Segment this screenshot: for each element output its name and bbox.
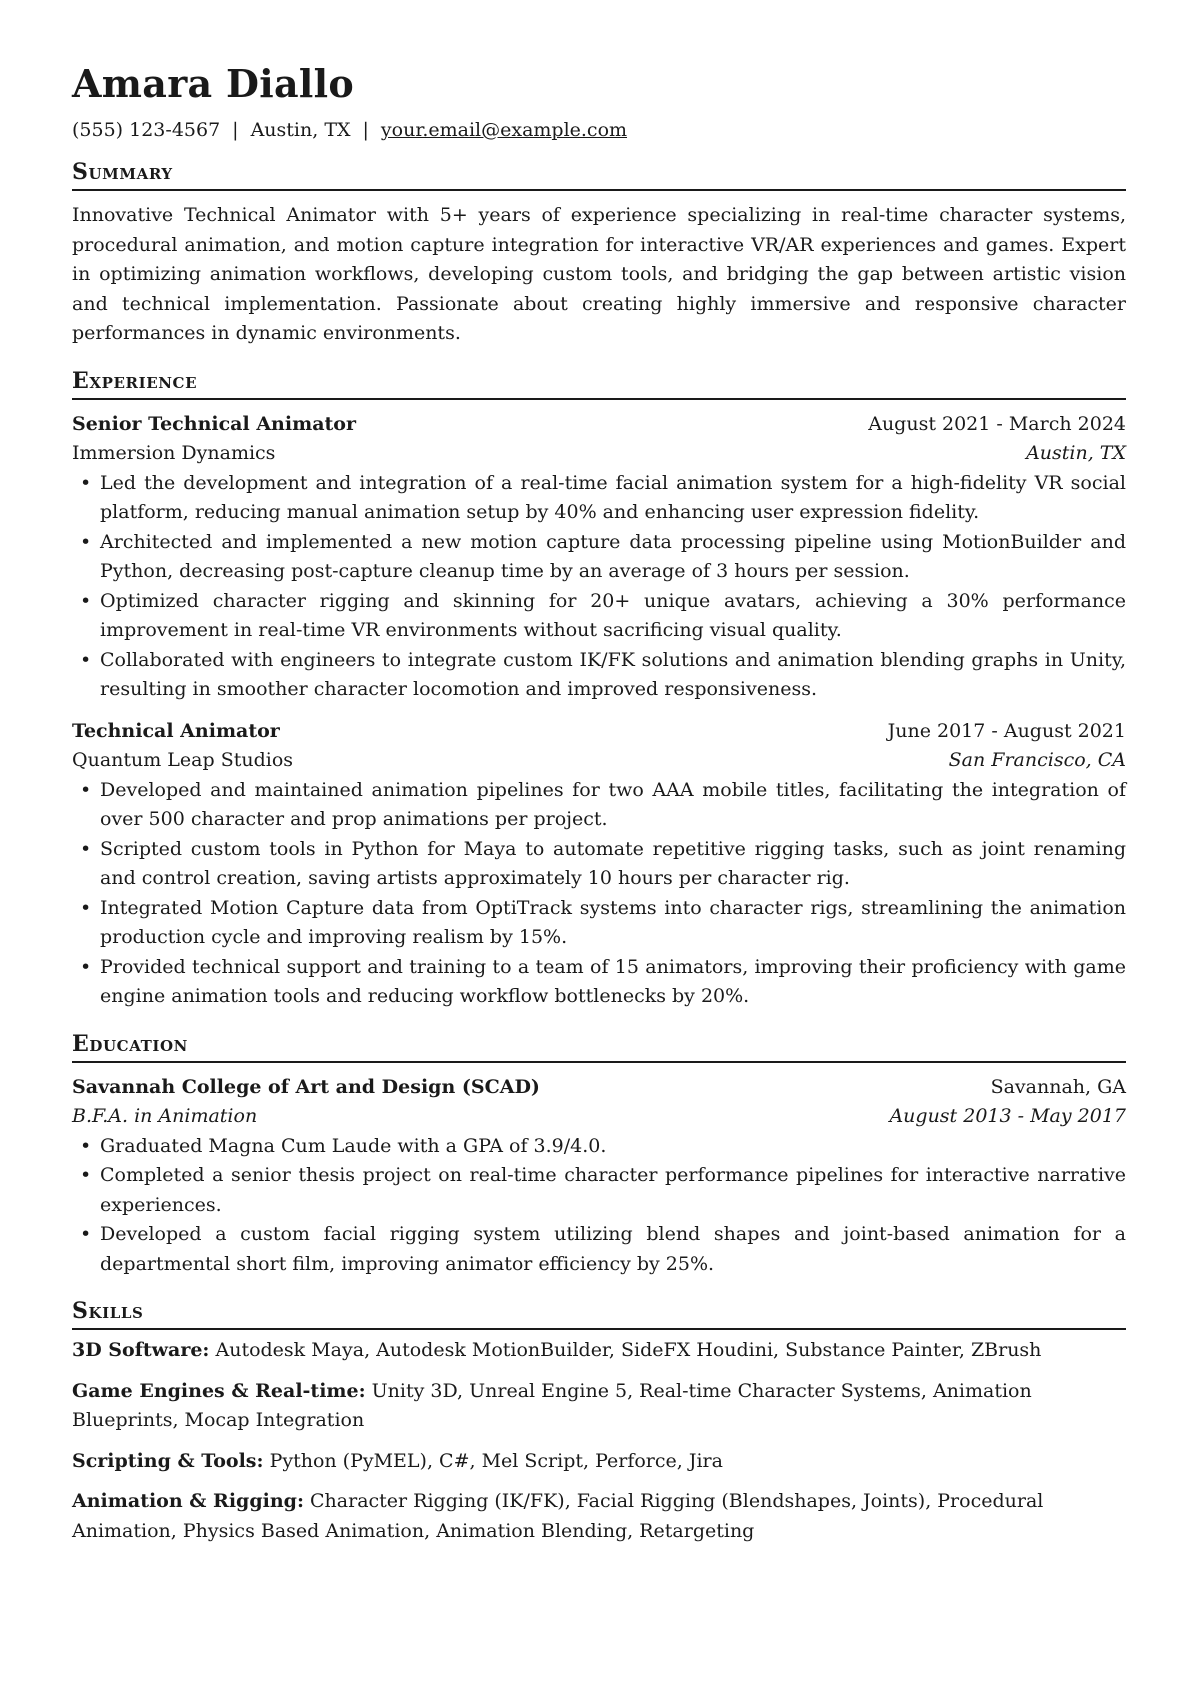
job-dates: June 2017 - August 2021 xyxy=(887,719,1126,742)
job-entry xyxy=(72,717,1126,1012)
bullet-icon: • xyxy=(80,530,92,553)
job-company: Quantum Leap Studios xyxy=(72,749,294,771)
list-item xyxy=(72,469,1126,528)
bullet-text: Led the development and integration of a real-time facial animation system for a high-fidelity VR social platform, reducing manual animation setup by 40% and enhancing user expression fidelity. xyxy=(100,471,1126,523)
job-company: Immersion Dynamics xyxy=(72,442,276,464)
bullet-text: Architected and implemented a new motion capture data processing pipeline using MotionBuilder and Python, decreasing post-capture cleanup time by an average of 3 hours per session. xyxy=(100,530,1126,582)
list-item xyxy=(72,953,1126,1012)
skill-values: Unity 3D, Unreal Engine 5, Real-time Character Systems, Animation Blueprints, Mocap Integration xyxy=(72,1379,1032,1431)
list-item xyxy=(72,894,1126,953)
bullet-text: Graduated Magna Cum Laude with a GPA of 3.9/4.0. xyxy=(100,1134,607,1157)
list-item xyxy=(72,1161,1126,1220)
section-title-summary: Summary xyxy=(72,158,1126,191)
job-header-row xyxy=(72,410,1126,440)
bullet-icon: • xyxy=(80,589,92,612)
bullet-text: Developed and maintained animation pipelines for two AAA mobile titles, facilitating the integration of over 500 character and prop animations per project. xyxy=(100,778,1126,830)
skill-row xyxy=(72,1447,1126,1477)
list-item xyxy=(72,776,1126,835)
list-item xyxy=(72,1220,1126,1279)
bullet-text: Completed a senior thesis project on real-time character performance pipelines for interactive narrative experiences. xyxy=(100,1164,1126,1216)
education-dates: August 2013 - May 2017 xyxy=(889,1105,1126,1127)
contact-separator: | xyxy=(232,119,239,141)
skill-row xyxy=(72,1487,1126,1546)
skill-row xyxy=(72,1377,1126,1436)
school-name: Savannah College of Art and Design (SCAD) xyxy=(72,1075,540,1098)
bullet-text: Developed a custom facial rigging system utilizing blend shapes and joint-based animation for a departmental short film, improving animator efficiency by 25%. xyxy=(100,1223,1126,1275)
degree: B.F.A. in Animation xyxy=(72,1105,258,1127)
job-location: Austin, TX xyxy=(1026,442,1126,464)
education-bullets xyxy=(72,1132,1126,1280)
job-bullets xyxy=(72,776,1126,1012)
section-title-education: Education xyxy=(72,1030,1126,1063)
bullet-icon: • xyxy=(80,896,92,919)
contact-separator: | xyxy=(362,119,369,141)
bullet-text: Optimized character rigging and skinning for 20+ unique avatars, achieving a 30% performance improvement in real-time VR environments without sacrificing visual quality. xyxy=(100,589,1126,641)
list-item xyxy=(72,528,1126,587)
skill-category: Game Engines & Real-time: xyxy=(72,1379,366,1402)
job-dates: August 2021 - March 2024 xyxy=(868,412,1126,435)
job-header-row xyxy=(72,717,1126,747)
skill-row xyxy=(72,1336,1126,1366)
bullet-icon: • xyxy=(80,648,92,671)
bullet-icon: • xyxy=(80,837,92,860)
skill-values: Character Rigging (IK/FK), Facial Rigging (Blendshapes, Joints), Procedural Animation, Physics Based Animation, Animation Blending, Retargeting xyxy=(72,1490,1044,1542)
job-role: Senior Technical Animator xyxy=(72,412,356,435)
bullet-text: Scripted custom tools in Python for Maya to automate repetitive rigging tasks, such as joint renaming and control creation, saving artists approximately 10 hours per character rig. xyxy=(100,837,1126,889)
phone-number: (555) 123-4567 xyxy=(72,119,221,141)
list-item xyxy=(72,1132,1126,1162)
skill-category: Animation & Rigging: xyxy=(72,1490,304,1512)
bullet-icon: • xyxy=(80,1223,92,1245)
job-company-row xyxy=(72,746,1126,776)
bullet-text: Collaborated with engineers to integrate custom IK/FK solutions and animation blending graphs in Unity, resulting in smoother character locomotion and improved responsiveness. xyxy=(100,648,1126,700)
list-item xyxy=(72,646,1126,705)
job-entry xyxy=(72,410,1126,705)
education-header-row xyxy=(72,1073,1126,1103)
bullet-icon: • xyxy=(80,1164,92,1186)
skill-category: Scripting & Tools: xyxy=(72,1449,264,1472)
bullet-icon: • xyxy=(80,1134,92,1157)
list-item xyxy=(72,587,1126,646)
bullet-icon: • xyxy=(80,778,92,801)
section-title-experience: Experience xyxy=(72,367,1126,400)
bullet-text: Integrated Motion Capture data from OptiTrack systems into character rigs, streamlining the animation production cycle and improving realism by 15%. xyxy=(100,896,1126,948)
job-location: San Francisco, CA xyxy=(948,749,1126,771)
education-entry xyxy=(72,1073,1126,1280)
school-location: Savannah, GA xyxy=(990,1075,1126,1098)
skills-list xyxy=(72,1336,1126,1546)
education-degree-row xyxy=(72,1102,1126,1132)
job-bullets xyxy=(72,469,1126,705)
skill-category: 3D Software: xyxy=(72,1339,210,1361)
bullet-text: Provided technical support and training to a team of 15 animators, improving their proficiency with game engine animation tools and reducing workflow bottlenecks by 20%. xyxy=(100,955,1126,1007)
contact-line xyxy=(72,116,1126,144)
location: Austin, TX xyxy=(250,119,351,141)
resume-page xyxy=(72,58,1126,1546)
section-title-skills: Skills xyxy=(72,1297,1126,1330)
skill-values: Python (PyMEL), C#, Mel Script, Perforce, Jira xyxy=(269,1449,723,1472)
candidate-name: Amara Diallo xyxy=(72,61,355,106)
job-role: Technical Animator xyxy=(72,719,280,742)
list-item xyxy=(72,835,1126,894)
bullet-icon: • xyxy=(80,471,92,494)
bullet-icon: • xyxy=(80,955,92,978)
email-link[interactable]: your.email@example.com xyxy=(380,119,628,141)
summary-text: Innovative Technical Animator with 5+ years of experience specializing in real-time character systems, procedural animation, and motion capture integration for interactive VR/AR experiences and games. Expert in optimizing animation workflows, developing custom tools, and bridging the gap between artistic vision and technical implementation. Passionate about creating highly immersive and responsive character performances in dynamic environments. xyxy=(72,204,1126,344)
job-company-row xyxy=(72,439,1126,469)
skill-values: Autodesk Maya, Autodesk MotionBuilder, SideFX Houdini, Substance Painter, ZBrush xyxy=(215,1339,1042,1361)
